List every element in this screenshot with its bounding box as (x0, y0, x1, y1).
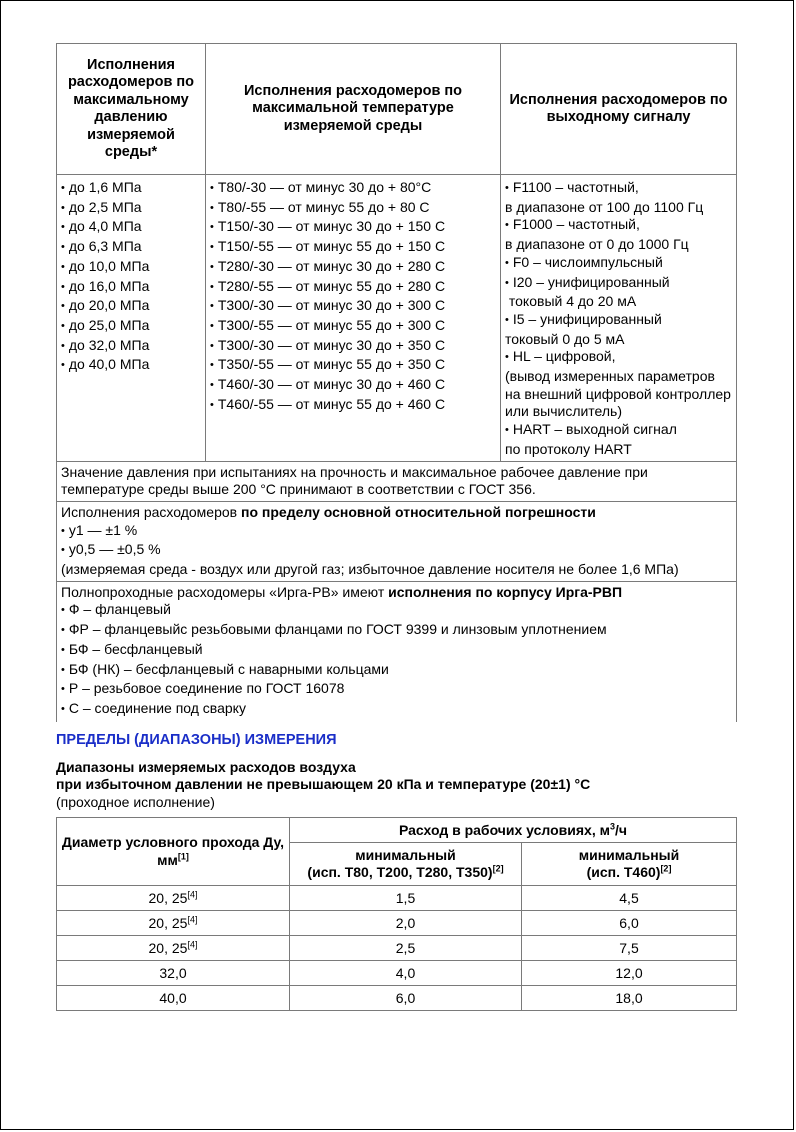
table-row (57, 936, 737, 961)
list-item: • Т280/-55 — от минус 55 до + 280 С (210, 278, 496, 298)
list-item: • до 4,0 МПа (61, 218, 201, 238)
list-item: • Т150/-30 — от минус 30 до + 150 С (210, 218, 496, 238)
list-item: • до 1,6 МПа (61, 179, 201, 199)
pressure-note: Значение давления при испытаниях на прочность и максимальное рабочее давление при температуре среды выше 200 °С принимают в соответствии с ГОСТ 356. (57, 461, 737, 501)
header-diameter: Диаметр условного прохода Ду, мм[1] (57, 818, 290, 886)
header-temperature: Исполнения расходомеров по максимальной температуре измеряемой среды (206, 44, 501, 175)
execution-table-values (57, 175, 737, 462)
list-item: • до 32,0 МПа (61, 337, 201, 357)
table-row (57, 986, 737, 1011)
accuracy-row (57, 501, 737, 581)
list-item: • БФ (НК) – бесфланцевый с наварными кольцами (61, 661, 732, 681)
list-item: • до 10,0 МПа (61, 258, 201, 278)
list-item: • до 6,3 МПа (61, 238, 201, 258)
cell-diameter: 32,0 (57, 961, 290, 986)
signal-item: • F0 – числоимпульсный (505, 254, 732, 274)
section-title: ПРЕДЕЛЫ (ДИАПАЗОНЫ) ИЗМЕРЕНИЯ (56, 731, 337, 748)
content (56, 43, 737, 1011)
cell-min-standard: 4,0 (290, 961, 522, 986)
body-row (57, 581, 737, 721)
list-item: • до 40,0 МПа (61, 356, 201, 376)
pressure-note-row (57, 461, 737, 501)
header-min-t460: минимальный (исп. Т460)[2] (522, 843, 737, 886)
accuracy-heading: Исполнения расходомеров по пределу основной относительной погрешности (61, 503, 596, 520)
list-item: • Т80/-30 — от минус 30 до + 80°С (210, 179, 496, 199)
cell-min-t460: 18,0 (522, 986, 737, 1011)
list-item: • С – соединение под сварку (61, 700, 732, 720)
cell-min-standard: 2,0 (290, 911, 522, 936)
list-item: • Т300/-30 — от минус 30 до + 350 С (210, 337, 496, 357)
list-item: • Т150/-55 — от минус 55 до + 150 С (210, 238, 496, 258)
flow-table (56, 817, 737, 1011)
cell-min-t460: 12,0 (522, 961, 737, 986)
list-item: • Ф – фланцевый (61, 601, 732, 621)
temperature-list (210, 179, 496, 415)
list-item: • у0,5 — ±0,5 % (61, 541, 732, 561)
flow-table-header-1 (57, 818, 737, 843)
signal-item: • HART – выходной сигнал по протоколу HART (505, 421, 732, 458)
list-item: • ФР – фланцевыйс резьбовыми фланцами по ГОСТ 9399 и линзовым уплотнением (61, 621, 732, 641)
signal-item: • F1100 – частотный, в диапазоне от 100 до 1100 Гц (505, 179, 732, 216)
execution-table-header (57, 44, 737, 175)
cell-diameter: 20, 25[4] (57, 936, 290, 961)
cell-min-standard: 6,0 (290, 986, 522, 1011)
body-list (61, 601, 732, 719)
list-item: • до 20,0 МПа (61, 297, 201, 317)
list-item: • Т460/-55 — от минус 55 до + 460 С (210, 396, 496, 416)
list-item: • Т280/-30 — от минус 30 до + 280 С (210, 258, 496, 278)
table-row (57, 886, 737, 911)
signal-list (505, 179, 735, 459)
signal-item: • HL – цифровой, (вывод измеренных параметров на внешний цифровой контроллер или вычислитель) (505, 348, 732, 421)
list-item: • Т300/-55 — от минус 55 до + 300 С (210, 317, 496, 337)
signal-item: • F1000 – частотный, в диапазоне от 0 до 1000 Гц (505, 216, 732, 253)
cell-min-t460: 4,5 (522, 886, 737, 911)
cell-min-t460: 6,0 (522, 911, 737, 936)
list-item: • Т300/-30 — от минус 30 до + 300 С (210, 297, 496, 317)
pressure-list (61, 179, 201, 376)
table-row (57, 911, 737, 936)
body-heading: Полнопроходные расходомеры «Ирга-РВ» имеют исполнения по корпусу Ирга-РВП (61, 583, 623, 600)
accuracy-list (61, 522, 732, 561)
header-signal: Исполнения расходомеров по выходному сигналу (501, 44, 737, 175)
cell-diameter: 40,0 (57, 986, 290, 1011)
signal-item: • I20 – унифицированный токовый 4 до 20 мА (505, 274, 732, 311)
list-item: • Т80/-55 — от минус 55 до + 80 С (210, 199, 496, 219)
list-item: • до 25,0 МПа (61, 317, 201, 337)
cell-min-t460: 7,5 (522, 936, 737, 961)
subtitle: Диапазоны измеряемых расходов воздуха при избыточном давлении не превышающем 20 кПа и температуре (20±1) °С (56, 758, 591, 793)
header-min-standard: минимальный (исп. Т80, Т200, Т280, Т350)[2] (290, 843, 522, 886)
list-item: • до 16,0 МПа (61, 278, 201, 298)
list-item: • БФ – бесфланцевый (61, 641, 732, 661)
execution-table (56, 43, 737, 722)
table-row (57, 961, 737, 986)
cell-min-standard: 2,5 (290, 936, 522, 961)
list-item: • Т350/-55 — от минус 55 до + 350 С (210, 356, 496, 376)
list-item: • до 2,5 МПа (61, 199, 201, 219)
accuracy-note: (измеряемая среда - воздух или другой газ; избыточное давление носителя не более 1,6 МПа) (61, 561, 679, 578)
signal-item: • I5 – унифицированный токовый 0 до 5 мА (505, 311, 732, 348)
cell-min-standard: 1,5 (290, 886, 522, 911)
list-item: • Т460/-30 — от минус 30 до + 460 С (210, 376, 496, 396)
header-pressure: Исполнения расходомеров по максимальному давлению измеряемой среды* (57, 44, 206, 175)
list-item: • у1 — ±1 % (61, 522, 732, 542)
list-item: • Р – резьбовое соединение по ГОСТ 16078 (61, 680, 732, 700)
cell-diameter: 20, 25[4] (57, 911, 290, 936)
cell-diameter: 20, 25[4] (57, 886, 290, 911)
subtitle-note: (проходное исполнение) (56, 793, 215, 810)
header-flow: Расход в рабочих условиях, $м^3/ч$ (290, 818, 737, 843)
